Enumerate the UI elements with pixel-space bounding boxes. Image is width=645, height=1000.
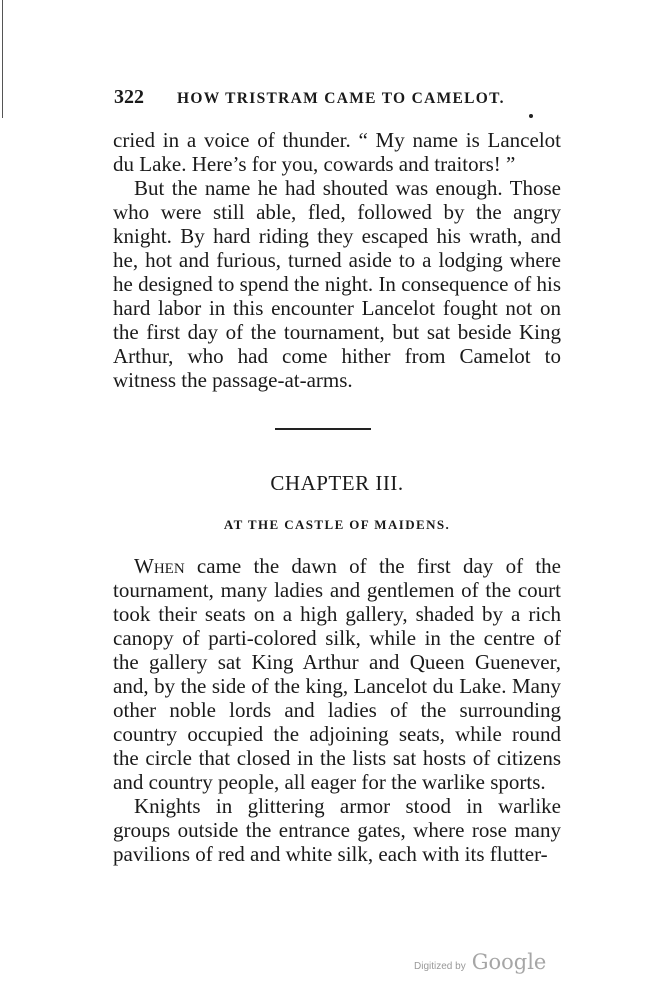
google-watermark [414, 950, 546, 974]
paragraph-knights: Knights in glittering armor stood in warlike groups outside the entrance gates, where rose many pavilions of red and white silk, each with its flutter- [113, 794, 561, 866]
print-speck [529, 114, 533, 118]
chapter-subtitle: AT THE CASTLE OF MAIDENS. [223, 517, 451, 532]
digitized-by-label: Digitized by [414, 961, 466, 972]
section-one [113, 128, 561, 392]
section-divider [275, 428, 371, 430]
paragraph-escape: But the name he had shouted was enough. Those who were still able, fled, followed by the angry knight. By hard riding they escaped his wrath, and he, hot and furious, turned aside to a lodging where he designed to spend the night. In consequence of his hard labor in this encounter Lancelot fought not on the first day of the tournament, but sat beside King Arthur, who had come hither from Camelot to witness the passage-at-arms. [113, 176, 561, 392]
paragraph-continued: cried in a voice of thunder. “ My name is Lancelot du Lake. Here’s for you, cowards and traitors! ” [113, 128, 561, 176]
google-logo-text: Google [471, 950, 547, 974]
page-edge-line [2, 0, 3, 118]
drop-word: When [134, 554, 185, 578]
section-two [113, 554, 561, 866]
page-number: 322 [114, 86, 144, 108]
chapter-title: CHAPTER III. [270, 471, 404, 495]
paragraph-tournament [113, 554, 561, 794]
running-head: HOW TRISTRAM CAME TO CAMELOT. [177, 90, 505, 107]
paragraph-tournament-body: came the dawn of the first day of the tournament, many ladies and gentlemen of the court took their seats on a high gallery, shaded by a rich canopy of parti-colored silk, while in the centre of the gallery sat King Arthur and Queen Guenever, and, by the side of the king, Lancelot du Lake. Many other noble lords and ladies of the surrounding country occupied the adjoining seats, while round the circle that closed in the lists sat hosts of citizens and country people, all eager for the warlike sports. [113, 554, 561, 794]
page-header [114, 86, 565, 114]
